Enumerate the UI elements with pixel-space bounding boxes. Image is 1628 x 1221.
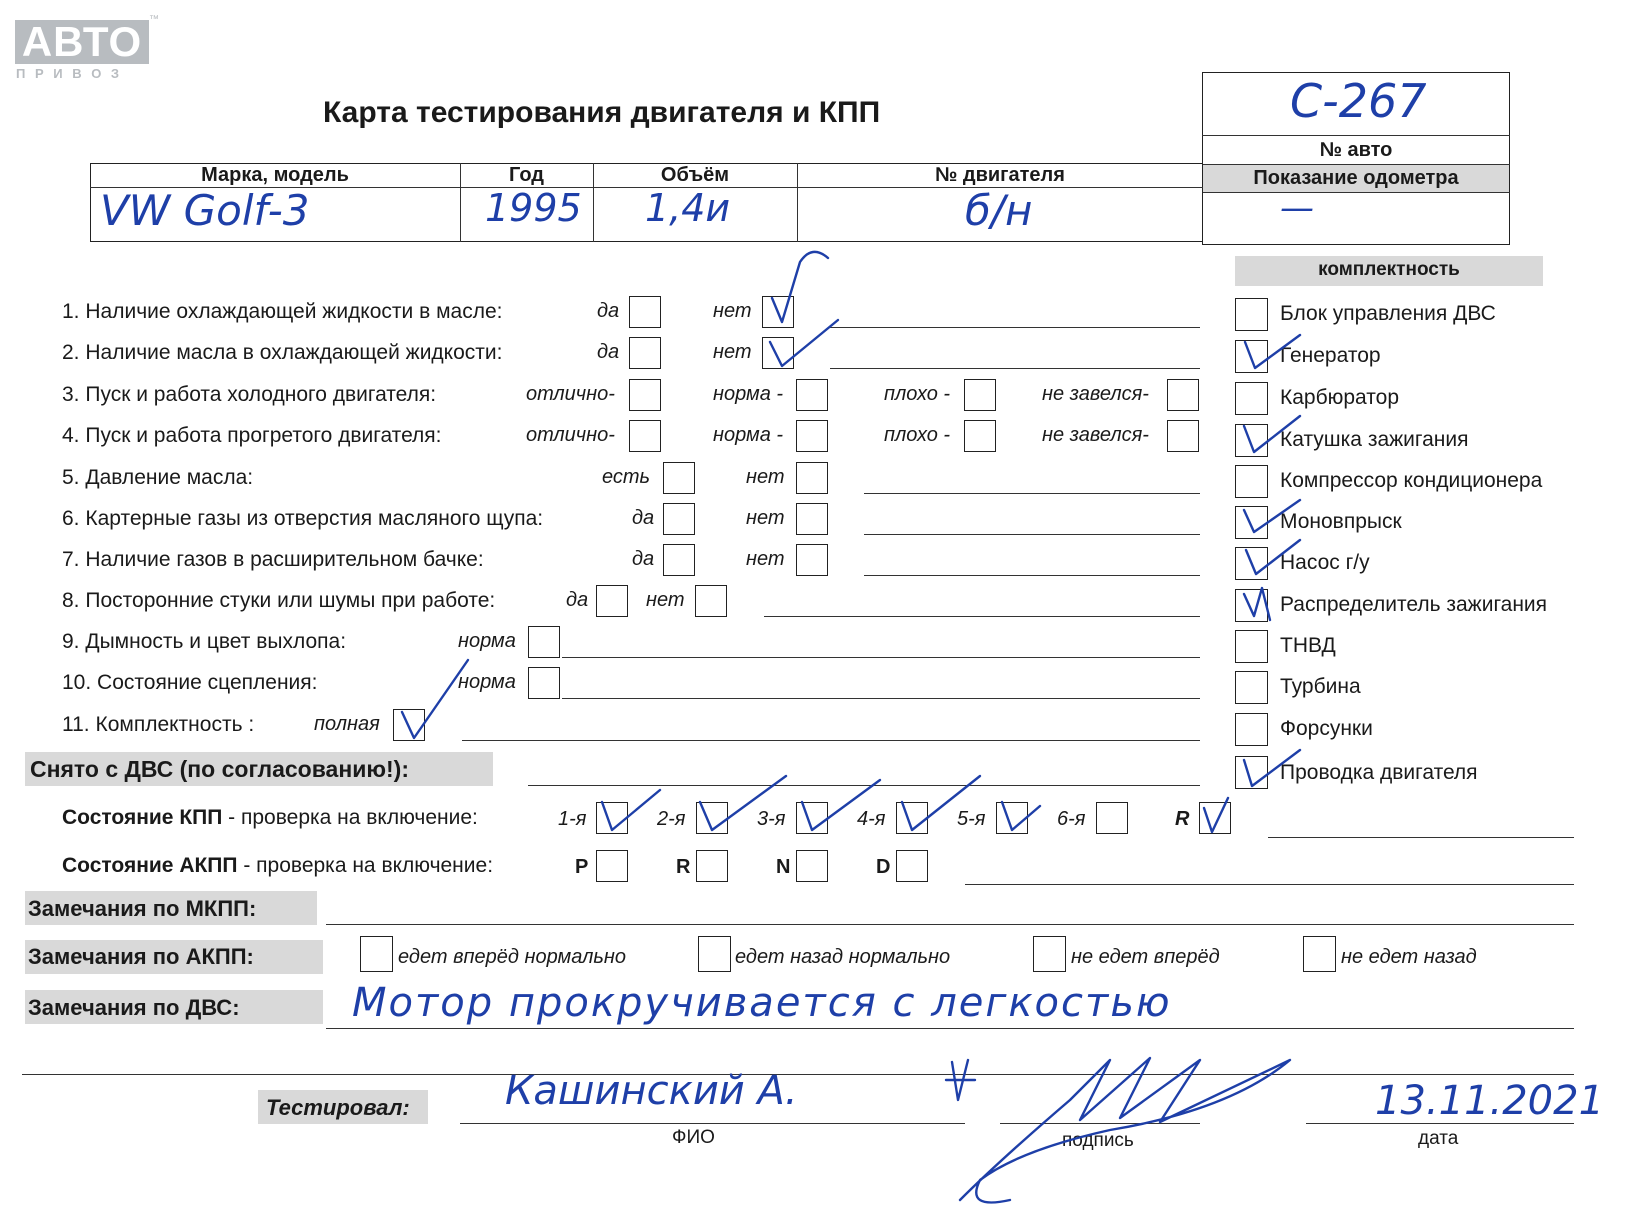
row-label: Картерные газы из отверстия масляного щупа:	[85, 507, 544, 530]
checkbox-row6-no[interactable]	[796, 503, 828, 535]
divider	[1202, 135, 1510, 136]
mode-label: P	[575, 856, 589, 878]
checkbox-row6-yes[interactable]	[663, 503, 695, 535]
opt-yes: да	[597, 300, 620, 322]
gear-checkbox-3[interactable]	[796, 802, 828, 834]
checkbox-row8-yes[interactable]	[596, 585, 628, 617]
completeness-checkbox[interactable]	[1235, 589, 1268, 622]
completeness-item: Турбина	[1280, 675, 1361, 698]
opt-norm: норма	[458, 630, 516, 652]
kpp-label-rest: - проверка на включение:	[222, 806, 478, 829]
opt-no: нет	[646, 589, 685, 611]
notes-line	[1268, 837, 1574, 838]
row-label: Наличие охлаждающей жидкости в масле:	[85, 300, 503, 323]
check-row-8	[62, 589, 495, 613]
opt-absent: нет	[746, 466, 785, 488]
akpp-remark-checkbox-3[interactable]	[1033, 936, 1066, 972]
notes-line	[562, 698, 1200, 699]
make-model-value: VW Golf-3	[100, 186, 310, 235]
checkbox-row2-yes[interactable]	[629, 337, 661, 369]
check-row-7	[62, 548, 484, 572]
completeness-item: ТНВД	[1280, 634, 1336, 657]
sign-line	[1000, 1123, 1200, 1124]
gear-label: 5-я	[957, 808, 986, 830]
completeness-item: Распределитель зажигания	[1280, 593, 1548, 616]
completeness-checkbox[interactable]	[1235, 506, 1268, 539]
odometer-value: —	[1280, 188, 1314, 228]
row-label: Состояние сцепления:	[97, 671, 318, 694]
logo-avto	[15, 20, 149, 64]
checkbox-row7-yes[interactable]	[663, 544, 695, 576]
check-row-9	[62, 630, 346, 654]
opt-yes: да	[597, 341, 620, 363]
check-row-10	[62, 671, 317, 695]
checkbox-row1-no[interactable]	[762, 296, 794, 328]
completeness-checkbox[interactable]	[1235, 713, 1268, 746]
checkbox-row3-normal[interactable]	[796, 379, 828, 411]
akpp-label	[62, 854, 493, 878]
completeness-checkbox[interactable]	[1235, 547, 1268, 580]
row-num: 3.	[62, 383, 80, 406]
col-header-make: Марка, модель	[201, 164, 349, 186]
akpp-remark-option: не едет назад	[1341, 946, 1477, 968]
akpp-label-rest: - проверка на включение:	[237, 854, 494, 877]
akpp-remark-checkbox-2[interactable]	[698, 936, 731, 972]
completeness-item: Катушка зажигания	[1280, 428, 1469, 451]
opt-no: нет	[713, 300, 752, 322]
akpp-remark-option: едет назад нормально	[735, 946, 951, 968]
notes-line	[528, 785, 1200, 786]
checkbox-row2-no[interactable]	[762, 337, 794, 369]
completeness-item: Блок управления ДВС	[1280, 302, 1496, 325]
gear-checkbox-6[interactable]	[1096, 802, 1128, 834]
fio-label: ФИО	[672, 1127, 715, 1148]
opt-no: нет	[713, 341, 752, 363]
completeness-checkbox[interactable]	[1235, 465, 1268, 498]
divider	[1202, 192, 1510, 193]
opt-normal: норма -	[713, 383, 784, 405]
gear-label: 3-я	[757, 808, 786, 830]
row-label: Давление масла:	[85, 466, 254, 489]
gear-checkbox-5[interactable]	[996, 802, 1028, 834]
akpp-remark-option: не едет вперёд	[1071, 946, 1220, 968]
checkbox-row3-excellent[interactable]	[629, 379, 661, 411]
opt-no-start: не завелся-	[1042, 424, 1149, 446]
kpp-label	[62, 806, 478, 830]
kpp-label-bold: Состояние КПП	[62, 806, 223, 829]
gear-label: 4-я	[857, 808, 886, 830]
checkbox-row4-excellent[interactable]	[629, 420, 661, 452]
row-num: 5.	[62, 466, 80, 489]
row-num: 9.	[62, 630, 80, 653]
col-header-year: Год	[509, 164, 544, 186]
check-row-6	[62, 507, 543, 531]
checkbox-row7-no[interactable]	[796, 544, 828, 576]
completeness-checkbox[interactable]	[1235, 340, 1268, 373]
remarks-dvs-value: Мотор прокручивается с легкостью	[352, 980, 1172, 1026]
opt-yes: да	[566, 589, 589, 611]
row-label: Наличие масла в охлаждающей жидкости:	[85, 341, 503, 364]
mode-checkbox-n[interactable]	[796, 850, 828, 882]
completeness-checkbox[interactable]	[1235, 630, 1268, 663]
auto-number-value: С-267	[1290, 74, 1427, 128]
check-row-2	[62, 341, 502, 365]
notes-line	[830, 327, 1200, 328]
completeness-item: Проводка двигателя	[1280, 761, 1478, 784]
completeness-checkbox[interactable]	[1235, 382, 1268, 415]
logo-subtitle: П Р И В О З	[16, 66, 123, 81]
signature-tail	[946, 1060, 975, 1100]
mode-checkbox-r[interactable]	[696, 850, 728, 882]
checkbox-row4-no-start[interactable]	[1167, 420, 1199, 452]
completeness-header: комплектность	[1318, 259, 1460, 280]
tester-name: Кашинский А.	[505, 1068, 798, 1114]
row-num: 10.	[62, 671, 92, 694]
odometer-label: Показание одометра	[1253, 167, 1459, 189]
check-row-11	[62, 713, 254, 737]
opt-no: нет	[746, 507, 785, 529]
row-label: Дымность и цвет выхлопа:	[85, 630, 347, 653]
opt-norm: норма	[458, 671, 516, 693]
opt-no-start: не завелся-	[1042, 383, 1149, 405]
checkbox-row3-no-start[interactable]	[1167, 379, 1199, 411]
row-num: 8.	[62, 589, 80, 612]
completeness-item: Генератор	[1280, 344, 1381, 367]
akpp-label-bold: Состояние АКПП	[62, 854, 238, 877]
date-value: 13.11.2021	[1375, 1078, 1605, 1124]
gear-checkbox-1[interactable]	[596, 802, 628, 834]
removed-label: Снято с ДВС (по согласованию!):	[30, 756, 409, 782]
row-label: Наличие газов в расширительном бачке:	[85, 548, 484, 571]
page-title: Карта тестирования двигателя и КПП	[323, 96, 881, 129]
volume-value: 1,4и	[645, 186, 731, 230]
checkbox-row1-yes[interactable]	[629, 296, 661, 328]
akpp-remark-checkbox-4[interactable]	[1303, 936, 1336, 972]
check-row-4	[62, 424, 442, 448]
opt-bad: плохо -	[884, 424, 951, 446]
completeness-item: Компрессор кондиционера	[1280, 469, 1543, 492]
notes-line	[326, 1028, 1574, 1029]
gear-label: 1-я	[558, 808, 587, 830]
checkbox-row11-full[interactable]	[393, 709, 425, 741]
row-num: 1.	[62, 300, 80, 323]
notes-line	[22, 1074, 1574, 1075]
date-label: дата	[1418, 1128, 1459, 1149]
completeness-checkbox[interactable]	[1235, 424, 1268, 457]
row-label: Пуск и работа прогретого двигателя:	[85, 424, 442, 447]
completeness-item: Насос г/у	[1280, 551, 1370, 574]
checkbox-row8-no[interactable]	[695, 585, 727, 617]
notes-line	[326, 924, 1574, 925]
row-num: 2.	[62, 341, 80, 364]
row-label: Пуск и работа холодного двигателя:	[85, 383, 437, 406]
completeness-checkbox[interactable]	[1235, 756, 1268, 789]
trademark: ™	[149, 14, 159, 25]
gear-label: R	[1175, 808, 1190, 830]
completeness-item: Форсунки	[1280, 717, 1373, 740]
akpp-remark-checkbox-1[interactable]	[360, 936, 393, 972]
mode-label: D	[876, 856, 891, 878]
opt-no: нет	[746, 548, 785, 570]
gear-checkbox-r[interactable]	[1199, 802, 1231, 834]
remarks-mkpp-label: Замечания по МКПП:	[28, 896, 257, 921]
row-label: Комплектность :	[95, 713, 255, 736]
akpp-remark-option: едет вперёд нормально	[398, 946, 627, 968]
row-num: 4.	[62, 424, 80, 447]
mode-checkbox-d[interactable]	[896, 850, 928, 882]
row-num: 7.	[62, 548, 80, 571]
gear-label: 2-я	[657, 808, 686, 830]
opt-present: есть	[602, 466, 651, 488]
opt-excellent: отлично-	[526, 424, 615, 446]
auto-number-label: № авто	[1319, 139, 1393, 161]
col-header-engine-no: № двигателя	[935, 164, 1065, 186]
notes-line	[562, 657, 1200, 658]
completeness-item: Моновпрыск	[1280, 510, 1402, 533]
checkbox-row4-bad[interactable]	[964, 420, 996, 452]
checkbox-row3-bad[interactable]	[964, 379, 996, 411]
check-row-1	[62, 300, 502, 324]
notes-line	[864, 534, 1200, 535]
check-row-5	[62, 466, 253, 490]
mode-label: R	[676, 856, 691, 878]
fio-line	[460, 1123, 965, 1124]
completeness-checkbox[interactable]	[1235, 671, 1268, 704]
completeness-checkbox[interactable]	[1235, 298, 1268, 331]
row-label: Посторонние стуки или шумы при работе:	[85, 589, 496, 612]
tested-label: Тестировал:	[266, 1095, 410, 1120]
checkbox-row9-norm[interactable]	[528, 626, 560, 658]
engine-number-value: б/н	[965, 186, 1033, 235]
opt-normal: норма -	[713, 424, 784, 446]
opt-yes: да	[632, 507, 655, 529]
mode-checkbox-p[interactable]	[596, 850, 628, 882]
checkbox-row5-absent[interactable]	[796, 462, 828, 494]
col-header-volume: Объём	[660, 164, 730, 186]
opt-excellent: отлично-	[526, 383, 615, 405]
opt-bad: плохо -	[884, 383, 951, 405]
checkbox-row5-present[interactable]	[663, 462, 695, 494]
row-num: 6.	[62, 507, 80, 530]
gear-checkbox-2[interactable]	[696, 802, 728, 834]
checkbox-row4-normal[interactable]	[796, 420, 828, 452]
divider	[1202, 164, 1510, 165]
notes-line	[864, 493, 1200, 494]
row-num: 11.	[62, 713, 90, 736]
notes-line	[965, 884, 1574, 885]
logo-text: АВТО	[21, 18, 143, 65]
check-row-3	[62, 383, 436, 407]
completeness-item: Карбюратор	[1280, 386, 1400, 409]
remarks-dvs-label: Замечания по ДВС:	[28, 995, 240, 1020]
gear-checkbox-4[interactable]	[896, 802, 928, 834]
remarks-akpp-label: Замечания по АКПП:	[28, 944, 254, 969]
gear-label: 6-я	[1057, 808, 1086, 830]
year-value: 1995	[485, 186, 582, 230]
notes-line	[864, 575, 1200, 576]
notes-line	[764, 616, 1200, 617]
mode-label: N	[776, 856, 791, 878]
notes-line	[462, 740, 1200, 741]
checkbox-row10-norm[interactable]	[528, 667, 560, 699]
notes-line	[830, 368, 1200, 369]
opt-yes: да	[632, 548, 655, 570]
sign-label: подпись	[1062, 1130, 1134, 1151]
opt-full: полная	[314, 713, 380, 735]
